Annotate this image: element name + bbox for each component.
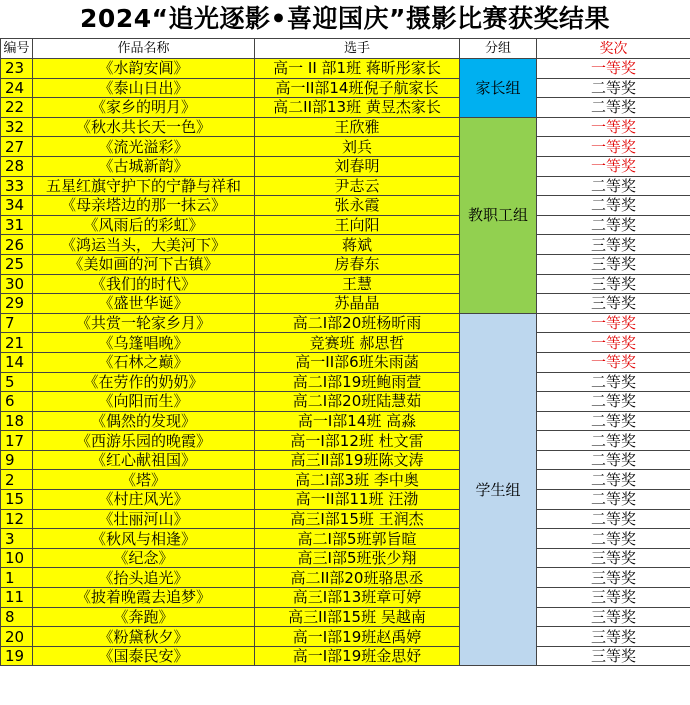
author-name: 高一II部6班朱雨菡 xyxy=(255,352,460,372)
entry-id: 12 xyxy=(1,509,33,529)
table-row xyxy=(1,254,690,274)
work-title: 《古城新韵》 xyxy=(33,156,255,176)
author-name: 高二II部20班骆思丞 xyxy=(255,568,460,588)
table-row xyxy=(1,98,690,118)
entry-id: 2 xyxy=(1,470,33,490)
table-row xyxy=(1,352,690,372)
table-row xyxy=(1,509,690,529)
work-title: 《在劳作的奶奶》 xyxy=(33,372,255,392)
table-row xyxy=(1,333,690,353)
table-row xyxy=(1,215,690,235)
award-level: 二等奖 xyxy=(537,450,690,470)
work-title: 《披着晚霞去追梦》 xyxy=(33,588,255,608)
work-title: 《风雨后的彩虹》 xyxy=(33,215,255,235)
author-name: 高三II部15班 吴越南 xyxy=(255,607,460,627)
page-title: 2024“追光逐影•喜迎国庆”摄影比赛获奖结果 xyxy=(80,4,610,33)
entry-id: 14 xyxy=(1,352,33,372)
table-row xyxy=(1,59,690,79)
table-row xyxy=(1,176,690,196)
table-row xyxy=(1,372,690,392)
award-level: 三等奖 xyxy=(537,294,690,314)
table-row xyxy=(1,450,690,470)
entry-id: 23 xyxy=(1,59,33,79)
entry-id: 34 xyxy=(1,196,33,216)
entry-id: 15 xyxy=(1,490,33,510)
results-body xyxy=(1,59,690,666)
author-name: 刘兵 xyxy=(255,137,460,157)
table-row xyxy=(1,196,690,216)
work-title: 《壮丽河山》 xyxy=(33,509,255,529)
author-name: 高一I部19班金思妤 xyxy=(255,646,460,666)
work-title: 《红心献祖国》 xyxy=(33,450,255,470)
author-name: 刘春明 xyxy=(255,156,460,176)
entry-id: 19 xyxy=(1,646,33,666)
entry-id: 33 xyxy=(1,176,33,196)
work-title: 《共赏一轮家乡月》 xyxy=(33,313,255,333)
work-title: 《秋风与相逢》 xyxy=(33,529,255,549)
author-name: 竞赛班 郝思哲 xyxy=(255,333,460,353)
author-name: 王向阳 xyxy=(255,215,460,235)
group-label: 教职工组 xyxy=(460,117,537,313)
award-level: 二等奖 xyxy=(537,98,690,118)
group-label: 学生组 xyxy=(460,313,537,666)
entry-id: 17 xyxy=(1,431,33,451)
table-row xyxy=(1,490,690,510)
work-title: 《盛世华诞》 xyxy=(33,294,255,314)
table-row xyxy=(1,627,690,647)
author-name: 高一 II 部1班 蒋昕彤家长 xyxy=(255,59,460,79)
author-name: 高二I部3班 李中奥 xyxy=(255,470,460,490)
table-row xyxy=(1,235,690,255)
author-name: 高一II部11班 汪渤 xyxy=(255,490,460,510)
entry-id: 7 xyxy=(1,313,33,333)
work-title: 《家乡的明月》 xyxy=(33,98,255,118)
award-level: 三等奖 xyxy=(537,254,690,274)
entry-id: 9 xyxy=(1,450,33,470)
table-row xyxy=(1,646,690,666)
group-label: 家长组 xyxy=(460,59,537,118)
author-name: 高三I部13班章可婷 xyxy=(255,588,460,608)
work-title: 《村庄风光》 xyxy=(33,490,255,510)
author-name: 高三II部19班陈文涛 xyxy=(255,450,460,470)
table-row xyxy=(1,274,690,294)
table-row xyxy=(1,431,690,451)
entry-id: 1 xyxy=(1,568,33,588)
table-row xyxy=(1,548,690,568)
award-level: 二等奖 xyxy=(537,176,690,196)
entry-id: 3 xyxy=(1,529,33,549)
col-header-author: 选手 xyxy=(255,39,460,59)
award-level: 一等奖 xyxy=(537,137,690,157)
table-row xyxy=(1,470,690,490)
table-row xyxy=(1,568,690,588)
award-level: 一等奖 xyxy=(537,117,690,137)
work-title: 《流光溢彩》 xyxy=(33,137,255,157)
entry-id: 31 xyxy=(1,215,33,235)
author-name: 高二II部13班 黄昱杰家长 xyxy=(255,98,460,118)
entry-id: 5 xyxy=(1,372,33,392)
award-level: 二等奖 xyxy=(537,411,690,431)
award-level: 二等奖 xyxy=(537,431,690,451)
author-name: 苏晶晶 xyxy=(255,294,460,314)
author-name: 高二I部19班鲍雨萱 xyxy=(255,372,460,392)
award-level: 二等奖 xyxy=(537,392,690,412)
author-name: 蒋斌 xyxy=(255,235,460,255)
table-row xyxy=(1,156,690,176)
work-title: 《西游乐园的晚霞》 xyxy=(33,431,255,451)
entry-id: 21 xyxy=(1,333,33,353)
author-name: 高一I部14班 高淼 xyxy=(255,411,460,431)
work-title: 《粉黛秋夕》 xyxy=(33,627,255,647)
award-level: 三等奖 xyxy=(537,235,690,255)
award-level: 二等奖 xyxy=(537,529,690,549)
entry-id: 24 xyxy=(1,78,33,98)
work-title: 《母亲塔边的那一抹云》 xyxy=(33,196,255,216)
work-title: 《向阳而生》 xyxy=(33,392,255,412)
work-title: 《偶然的发现》 xyxy=(33,411,255,431)
col-header-award: 奖次 xyxy=(537,39,690,59)
author-name: 张永霞 xyxy=(255,196,460,216)
header-row xyxy=(1,39,690,59)
entry-id: 11 xyxy=(1,588,33,608)
author-name: 高二I部5班郭旨暄 xyxy=(255,529,460,549)
work-title: 五星红旗守护下的宁静与祥和 xyxy=(33,176,255,196)
award-level: 一等奖 xyxy=(537,333,690,353)
author-name: 高三I部15班 王润杰 xyxy=(255,509,460,529)
col-header-group: 分组 xyxy=(460,39,537,59)
entry-id: 25 xyxy=(1,254,33,274)
author-name: 高一II部14班倪子航家长 xyxy=(255,78,460,98)
author-name: 尹志云 xyxy=(255,176,460,196)
entry-id: 28 xyxy=(1,156,33,176)
award-level: 三等奖 xyxy=(537,588,690,608)
entry-id: 22 xyxy=(1,98,33,118)
author-name: 房春东 xyxy=(255,254,460,274)
award-level: 一等奖 xyxy=(537,313,690,333)
award-level: 二等奖 xyxy=(537,470,690,490)
work-title: 《塔》 xyxy=(33,470,255,490)
work-title: 《石林之巅》 xyxy=(33,352,255,372)
award-level: 一等奖 xyxy=(537,59,690,79)
work-title: 《奔跑》 xyxy=(33,607,255,627)
author-name: 王欣雅 xyxy=(255,117,460,137)
author-name: 高二I部20班陆慧茹 xyxy=(255,392,460,412)
work-title: 《我们的时代》 xyxy=(33,274,255,294)
entry-id: 27 xyxy=(1,137,33,157)
award-level: 三等奖 xyxy=(537,627,690,647)
entry-id: 32 xyxy=(1,117,33,137)
work-title: 《美如画的河下古镇》 xyxy=(33,254,255,274)
entry-id: 30 xyxy=(1,274,33,294)
author-name: 高一I部19班赵禹婷 xyxy=(255,627,460,647)
work-title: 《泰山日出》 xyxy=(33,78,255,98)
entry-id: 6 xyxy=(1,392,33,412)
entry-id: 20 xyxy=(1,627,33,647)
award-level: 二等奖 xyxy=(537,372,690,392)
work-title: 《纪念》 xyxy=(33,548,255,568)
author-name: 高二I部20班杨昕雨 xyxy=(255,313,460,333)
award-level: 三等奖 xyxy=(537,274,690,294)
table-row xyxy=(1,392,690,412)
award-level: 二等奖 xyxy=(537,509,690,529)
table-row xyxy=(1,294,690,314)
award-level: 二等奖 xyxy=(537,196,690,216)
work-title: 《国泰民安》 xyxy=(33,646,255,666)
entry-id: 10 xyxy=(1,548,33,568)
award-level: 二等奖 xyxy=(537,78,690,98)
award-level: 三等奖 xyxy=(537,646,690,666)
award-level: 二等奖 xyxy=(537,215,690,235)
author-name: 高一I部12班 杜文雷 xyxy=(255,431,460,451)
award-level: 二等奖 xyxy=(537,490,690,510)
table-row xyxy=(1,313,690,333)
award-level: 三等奖 xyxy=(537,607,690,627)
table-row xyxy=(1,529,690,549)
table-row xyxy=(1,117,690,137)
entry-id: 18 xyxy=(1,411,33,431)
table-row xyxy=(1,607,690,627)
work-title: 《水韵安阊》 xyxy=(33,59,255,79)
award-level: 三等奖 xyxy=(537,568,690,588)
award-level: 一等奖 xyxy=(537,156,690,176)
table-row xyxy=(1,588,690,608)
col-header-id: 编号 xyxy=(1,39,33,59)
author-name: 王慧 xyxy=(255,274,460,294)
col-header-work: 作品名称 xyxy=(33,39,255,59)
work-title: 《鸿运当头，大美河下》 xyxy=(33,235,255,255)
table-row xyxy=(1,411,690,431)
work-title: 《秋水共长天一色》 xyxy=(33,117,255,137)
entry-id: 8 xyxy=(1,607,33,627)
table-row xyxy=(1,78,690,98)
award-level: 三等奖 xyxy=(537,548,690,568)
work-title: 《乌篷唱晚》 xyxy=(33,333,255,353)
entry-id: 26 xyxy=(1,235,33,255)
results-table xyxy=(0,38,690,666)
work-title: 《抬头追光》 xyxy=(33,568,255,588)
author-name: 高三I部5班张少翔 xyxy=(255,548,460,568)
table-row xyxy=(1,137,690,157)
entry-id: 29 xyxy=(1,294,33,314)
award-level: 一等奖 xyxy=(537,352,690,372)
